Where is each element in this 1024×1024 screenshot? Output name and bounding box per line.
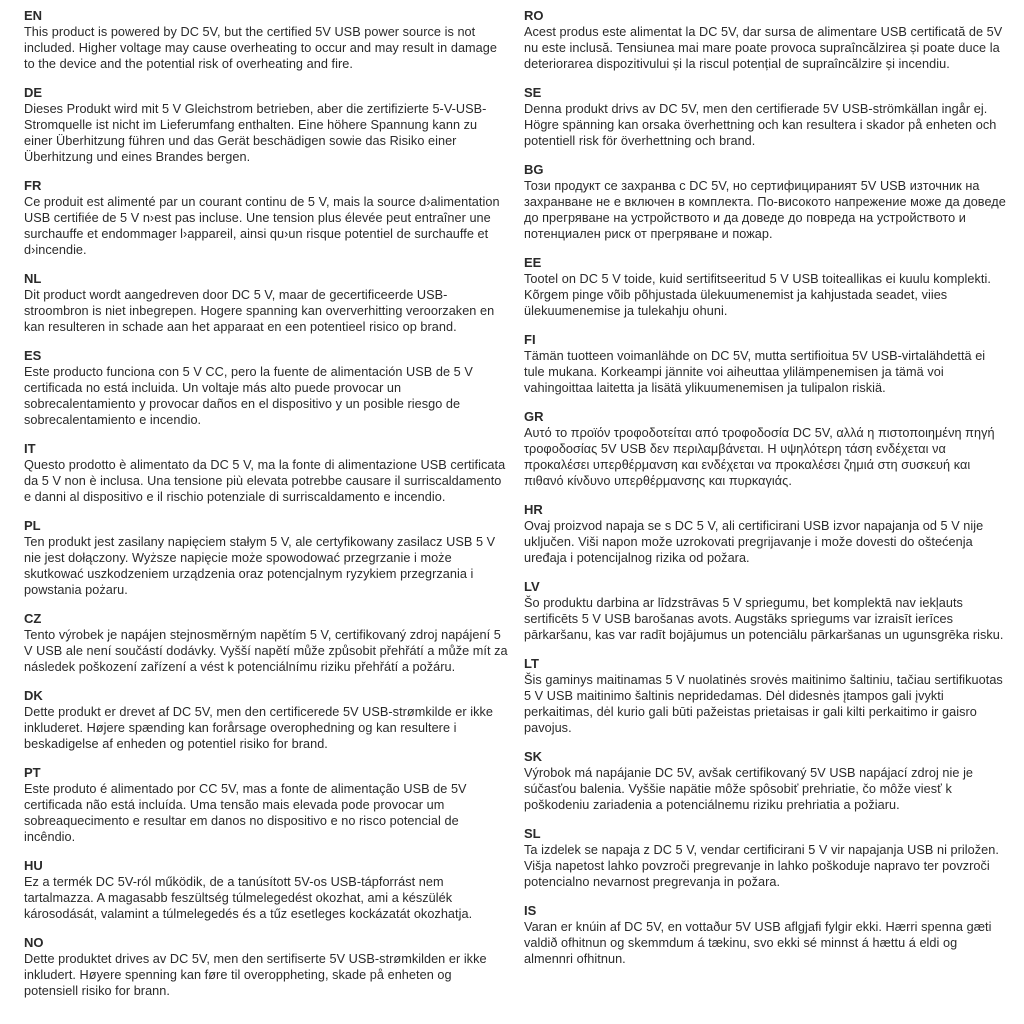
language-section-dk bbox=[24, 687, 508, 752]
language-code: ES bbox=[24, 348, 42, 363]
right-column bbox=[524, 7, 1008, 1024]
warning-text: Ta izdelek se napaja z DC 5 V, vendar certificirani 5 V vir napajanja USB ni priložen. Višja napetost lahko povzroči pregrevanje in lahko poškoduje napravo ter povzroči potencialno nevarnost pregrevanja in požara. bbox=[524, 843, 999, 889]
warning-text: Šis gaminys maitinamas 5 V nuolatinės srovės maitinimo šaltiniu, tačiau sertifikuotas 5 V USB maitinimo šaltinis nepridedamas. Dėl didesnės įtampos gali įvykti perkaitimas, dėl kurio gali būti pažeistas prietaisas ir gali kilti perkaitimo ir gaisro pavojus. bbox=[524, 673, 1003, 735]
language-section-es bbox=[24, 347, 508, 428]
language-code: LT bbox=[524, 656, 539, 671]
language-section-se bbox=[524, 84, 1008, 149]
language-code: NO bbox=[24, 935, 44, 950]
warning-text: Výrobok má napájanie DC 5V, avšak certifikovaný 5V USB napájací zdroj nie je súčasťou balenia. Vyššie napätie môže spôsobiť prehriatie, čo môže viesť k poškodeniu zariadenia a potenciálnemu riziku prehriatia a požiaru. bbox=[524, 766, 974, 812]
warning-text: This product is powered by DC 5V, but the certified 5V USB power source is not included. Higher voltage may cause overheating to occur and may result in damage to the device and the potential risk of overheating and fire. bbox=[24, 25, 497, 71]
warning-text: Denna produkt drivs av DC 5V, men den certifierade 5V USB-strömkällan ingår ej. Högre spänning kan orsaka överhettning och kan resultera i skador på enheten och potentiell risk för överhettning och brand. bbox=[524, 102, 997, 148]
warning-text: Ce produit est alimenté par un courant continu de 5 V, mais la source d›alimentation USB certifiée de 5 V n›est pas incluse. Une tension plus élevée peut entraîner une surchauffe et endommager l›appareil, ainsi qu›un risque potentiel de surchauffe et d›incendie. bbox=[24, 195, 500, 257]
language-section-fi bbox=[524, 331, 1008, 396]
language-section-cz bbox=[24, 610, 508, 675]
language-section-pt bbox=[24, 764, 508, 845]
warning-text: Ovaj proizvod napaja se s DC 5 V, ali certificirani USB izvor napajanja od 5 V nije uključen. Viši napon može uzrokovati pregrijavanje i može dovesti do oštećenja uređaja i potencijalnog rizika od požara. bbox=[524, 519, 984, 565]
warning-text: Dette produktet drives av DC 5V, men den sertifiserte 5V USB-strømkilden er ikke inkludert. Høyere spenning kan føre til overoppheting, skade på enheten og potensiell risiko for brann. bbox=[24, 952, 487, 998]
warning-text: Tämän tuotteen voimanlähde on DC 5V, mutta sertifioitua 5V USB-virtalähdettä ei tule mukana. Korkeampi jännite voi aiheuttaa ylilämpenemisen ja tämä voi vahingoittaa laitetta ja lisätä ylikuumenemisen ja tulipalon riskiä. bbox=[524, 349, 986, 395]
language-section-ro bbox=[524, 7, 1008, 72]
language-code: EN bbox=[24, 8, 43, 23]
language-section-en bbox=[24, 7, 508, 72]
language-code: DK bbox=[24, 688, 43, 703]
language-code: DE bbox=[24, 85, 43, 100]
warning-text: Este producto funciona con 5 V CC, pero la fuente de alimentación USB de 5 V certificada no está incluida. Un voltaje más alto puede provocar un sobrecalentamiento y provocar daños en el dispositivo y un posible riesgo de sobrecalentamiento e incendio. bbox=[24, 365, 473, 427]
language-code: NL bbox=[24, 271, 42, 286]
warning-text: Tootel on DC 5 V toide, kuid sertifitseeritud 5 V USB toiteallikas ei kuulu komplekti. Kõrgem pinge võib põhjustada ülekuumenemist ja kahjustada seadet, viies ülekuumenemise ja tulekahju ohuni. bbox=[524, 272, 991, 318]
warning-text: Dieses Produkt wird mit 5 V Gleichstrom betrieben, aber die zertifizierte 5-V-USB-Stromquelle ist nicht im Lieferumfang enthalten. Eine höhere Spannung kann zu einer Überhitzung führen und das Gerät beschädigen sowie das Risiko einer Überhitzung und eines Brandes bergen. bbox=[24, 102, 487, 164]
language-section-sl bbox=[524, 825, 1008, 890]
language-section-pl bbox=[24, 517, 508, 598]
language-section-de bbox=[24, 84, 508, 165]
language-code: SE bbox=[524, 85, 542, 100]
warning-text: Questo prodotto è alimentato da DC 5 V, ma la fonte di alimentazione USB certificata da 5 V non è inclusa. Una tensione più elevata potrebbe causare il surriscaldamento e danni al dispositivo e il rischio potenziale di surriscaldamento e incendio. bbox=[24, 458, 506, 504]
language-section-nl bbox=[24, 270, 508, 335]
warning-text: Varan er knúin af DC 5V, en vottaður 5V USB aflgjafi fylgir ekki. Hærri spenna gæti valdið ofhitnun og skemmdum á tækinu, svo ekki sé minnst á hættu á eldi og almennri ofhitnun. bbox=[524, 920, 992, 966]
language-code: CZ bbox=[24, 611, 42, 626]
warning-text: Този продукт се захранва с DC 5V, но сертифицираният 5V USB източник на захранване не е включен в комплекта. По-високото напрежение може да доведе до прегряване на устройството и да доведе до повреда на устройството и потенциален риск от прегряване и пожар. bbox=[524, 179, 1006, 241]
warning-text: Dette produkt er drevet af DC 5V, men den certificerede 5V USB-strømkilde er ikke inkluderet. Højere spænding kan forårsage overophedning og kan resultere i beskadigelse af enheden og potentiel risiko for brand. bbox=[24, 705, 493, 751]
language-section-ee bbox=[524, 254, 1008, 319]
language-code: LV bbox=[524, 579, 540, 594]
language-code: SL bbox=[524, 826, 541, 841]
language-code: SK bbox=[524, 749, 543, 764]
warning-text: Ten produkt jest zasilany napięciem stałym 5 V, ale certyfikowany zasilacz USB 5 V nie jest dołączony. Wyższe napięcie może spowodować przegrzanie i może skutkować uszkodzeniem urządzenia oraz potencjalnym ryzykiem przegrzania i powstania pożaru. bbox=[24, 535, 496, 597]
language-section-lv bbox=[524, 578, 1008, 643]
language-code: RO bbox=[524, 8, 544, 23]
warning-text: Dit product wordt aangedreven door DC 5 V, maar de gecertificeerde USB-stroombron is niet inbegrepen. Hogere spanning kan oververhitting veroorzaken en kan resulteren in schade aan het apparaat en een potentieel risico op brand. bbox=[24, 288, 495, 334]
warning-text: Acest produs este alimentat la DC 5V, dar sursa de alimentare USB certificată de 5V nu este inclusă. Tensiunea mai mare poate provoca supraîncălzirea și poate duce la deteriorarea dispozitivului și la riscul potențial de supraîncălzire și incendiu. bbox=[524, 25, 1003, 71]
warning-text: Tento výrobek je napájen stejnosměrným napětím 5 V, certifikovaný zdroj napájení 5 V USB ale není součástí dodávky. Vyšší napětí může způsobit přehřátí a může mít za následek poškození zařízení a vést k potenciálnímu riziku přehřátí a požáru. bbox=[24, 628, 508, 674]
language-code: FR bbox=[24, 178, 42, 193]
warning-text: Este produto é alimentado por CC 5V, mas a fonte de alimentação USB de 5V certificada não está incluída. Uma tensão mais elevada pode provocar um sobreaquecimento e resultar em danos no dispositivo e no risco potencial de incêndio. bbox=[24, 782, 467, 844]
language-section-no bbox=[24, 934, 508, 999]
language-section-bg bbox=[524, 161, 1008, 242]
language-code: FI bbox=[524, 332, 536, 347]
language-code: HR bbox=[524, 502, 543, 517]
left-column bbox=[24, 7, 508, 1024]
language-code: IS bbox=[524, 903, 537, 918]
language-section-fr bbox=[24, 177, 508, 258]
language-code: BG bbox=[524, 162, 544, 177]
language-code: GR bbox=[524, 409, 544, 424]
language-code: PT bbox=[24, 765, 41, 780]
language-code: PL bbox=[24, 518, 41, 533]
language-code: IT bbox=[24, 441, 36, 456]
language-section-hu bbox=[24, 857, 508, 922]
language-section-gr bbox=[524, 408, 1008, 489]
language-section-is bbox=[524, 902, 1008, 967]
language-section-it bbox=[24, 440, 508, 505]
language-code: HU bbox=[24, 858, 43, 873]
language-section-lt bbox=[524, 655, 1008, 736]
warning-text: Ez a termék DC 5V-ról működik, de a tanúsított 5V-os USB-tápforrást nem tartalmazza. A magasabb feszültség túlmelegedést okozhat, ami a készülék károsodását, valamint a túlmelegedés és a tűz esetleges kockázatát okozhatja. bbox=[24, 875, 473, 921]
warning-text: Αυτό το προϊόν τροφοδοτείται από τροφοδοσία DC 5V, αλλά η πιστοποιημένη πηγή τροφοδοσίας 5V USB δεν περιλαμβάνεται. Η υψηλότερη τάση ενδέχεται να προκαλέσει υπερθέρμανση και ενδέχεται να προκαλέσει ζημιά στη συσκευή και πιθανό κίνδυνο υπερθέρμανσης και πυρκαγιάς. bbox=[524, 426, 995, 488]
language-code: EE bbox=[524, 255, 542, 270]
language-section-hr bbox=[524, 501, 1008, 566]
warning-text: Šo produktu darbina ar līdzstrāvas 5 V spriegumu, bet komplektā nav iekļauts sertificēts 5 V USB barošanas avots. Augstāks spriegums var izraisīt ierīces pārkaršanu, kas var radīt bojājumus un potenciālu pārkaršanas un ugunsgrēka risku. bbox=[524, 596, 1004, 642]
language-section-sk bbox=[524, 748, 1008, 813]
